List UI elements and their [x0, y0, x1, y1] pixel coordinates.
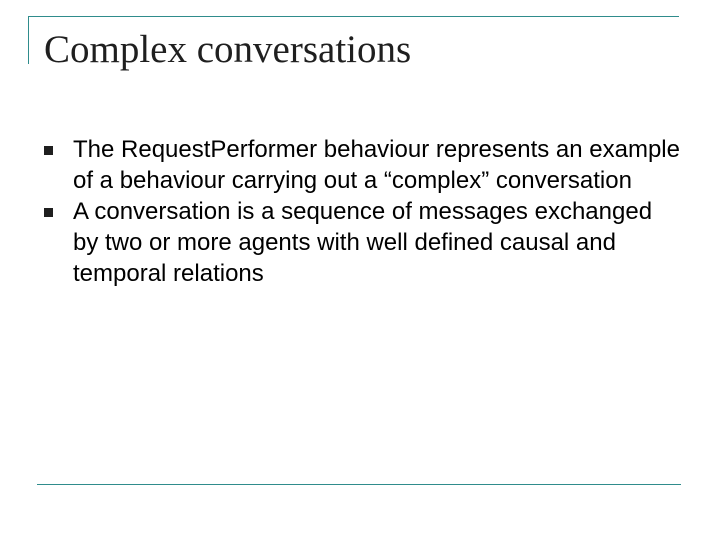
bullet-text: The RequestPerformer behaviour represents an example of a behaviour carrying out a “complex” conversation	[73, 136, 680, 194]
bullet-item	[44, 134, 684, 196]
bullet-list	[44, 134, 684, 289]
bullet-item	[44, 196, 684, 289]
square-bullet-icon	[44, 146, 53, 155]
bullet-text: A conversation is a sequence of messages exchanged by two or more agents with well defined causal and temporal relations	[73, 198, 653, 287]
title-frame-horizontal-line	[28, 16, 679, 17]
slide-title: Complex conversations	[44, 28, 412, 71]
square-bullet-icon	[44, 208, 53, 217]
footer-divider	[37, 484, 681, 485]
title-frame-vertical-line	[28, 16, 29, 64]
